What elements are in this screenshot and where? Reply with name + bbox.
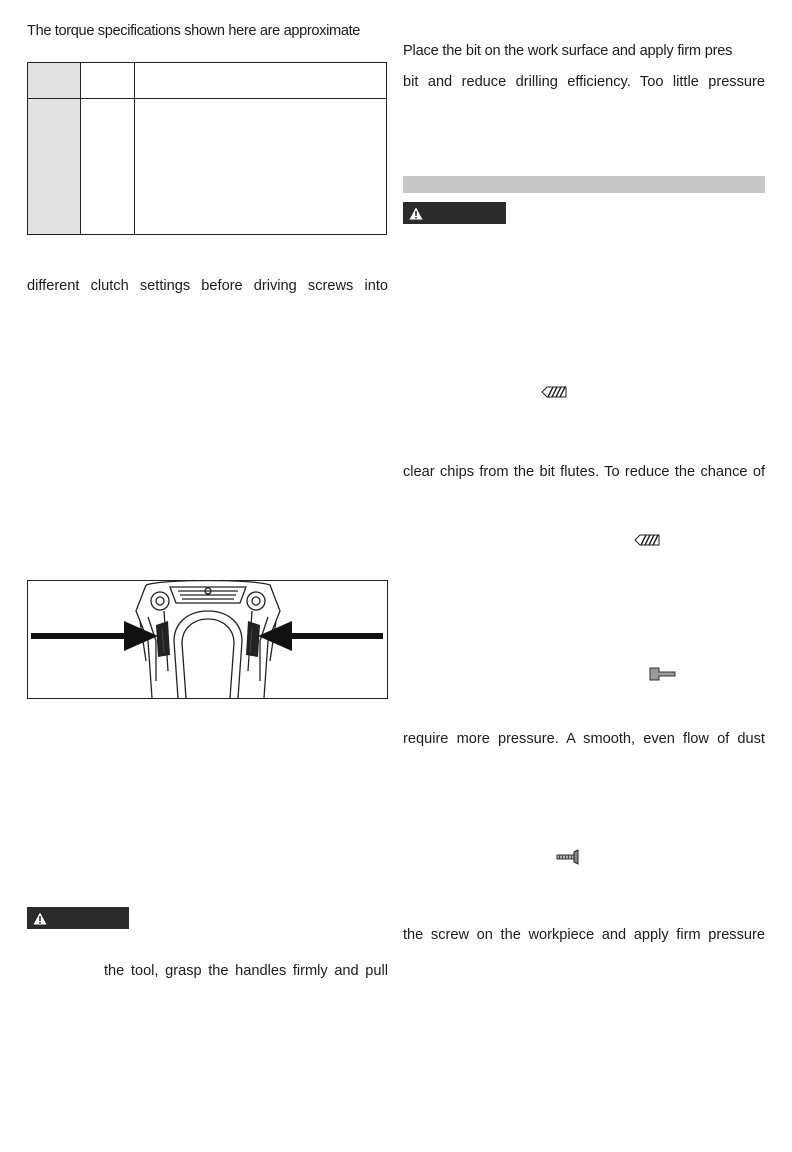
torque-intro-text: The torque specifications shown here are approximate	[27, 23, 361, 39]
torque-table-divider	[134, 63, 135, 234]
drill-instruction-line-1: Place the bit on the work surface and apply firm pres	[403, 43, 733, 59]
torque-table-header-rule	[28, 98, 386, 99]
masonry-bit-icon	[649, 667, 676, 681]
clutch-settings-text: different clutch settings before driving screws into	[27, 278, 388, 294]
drill-instruction-line-2: bit and reduce drilling efficiency. Too little pressure	[403, 74, 765, 90]
torque-table-shaded-column	[28, 63, 81, 234]
torque-table	[27, 62, 387, 235]
chips-instruction-text: clear chips from the bit flutes. To reduce the chance of	[403, 464, 765, 480]
warning-badge-right	[403, 202, 506, 224]
wood-drill-bit-icon	[541, 386, 567, 398]
release-instruction-text: the tool, grasp the handles firmly and pull	[104, 963, 388, 979]
warning-badge-left	[27, 907, 129, 929]
tool-top-view-illustration	[28, 581, 387, 698]
section-heading-bar	[403, 176, 765, 193]
screw-icon	[556, 849, 582, 865]
pressure-instruction-text: require more pressure. A smooth, even flow of dust	[403, 731, 765, 747]
metal-drill-bit-icon	[634, 534, 660, 546]
tool-release-figure	[27, 580, 388, 699]
warning-triangle-icon	[33, 912, 47, 925]
warning-triangle-icon	[409, 207, 423, 220]
screw-instruction-text: the screw on the workpiece and apply firm pressure	[403, 927, 765, 943]
